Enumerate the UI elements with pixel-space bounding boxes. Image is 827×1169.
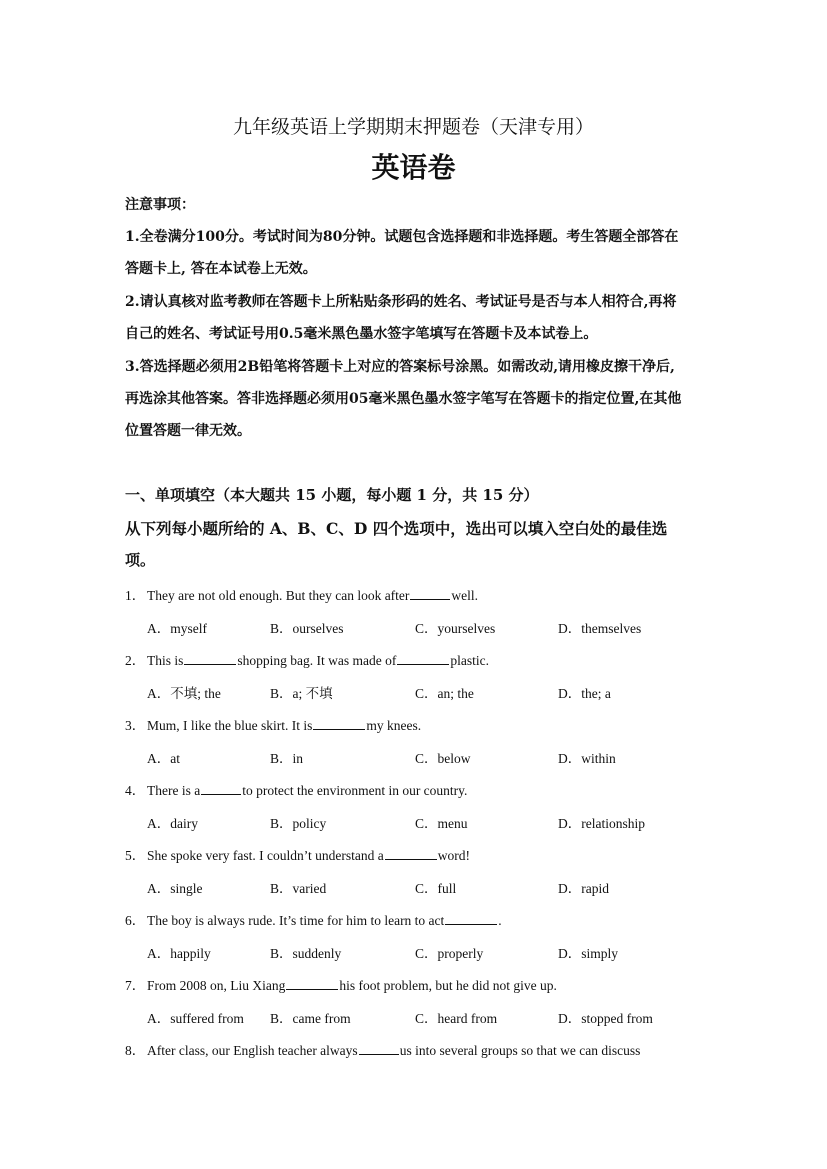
answer-option: A．suffered from bbox=[147, 1011, 244, 1026]
answer-option: C．heard from bbox=[415, 1011, 498, 1026]
answer-option: A．happily bbox=[147, 946, 211, 961]
question-number: 6． bbox=[125, 913, 146, 928]
question-text: word! bbox=[437, 848, 470, 863]
question-number: 3． bbox=[125, 718, 146, 733]
notes-line: 3.答选择题必须用2B铅笔将答题卡上对应的答案标号涂黑。如需改动,请用橡皮擦干净后, bbox=[125, 358, 675, 375]
answer-option: B．a; 不填 bbox=[270, 686, 333, 701]
answer-option: C．below bbox=[415, 751, 471, 766]
answer-option: B．suddenly bbox=[270, 946, 342, 961]
answer-blank bbox=[313, 718, 365, 730]
notes-line: 2.请认真核对监考教师在答题卡上所粘贴条形码的姓名、考试证号是否与本人相符合,再将 bbox=[125, 293, 677, 310]
question-text: She spoke very fast. I couldn’t understand a bbox=[147, 848, 384, 863]
answer-option: C．menu bbox=[415, 816, 468, 831]
question-text: From 2008 on, Liu Xiang bbox=[147, 978, 286, 993]
question-text: his foot problem, but he did not give up. bbox=[339, 978, 557, 993]
answer-option: D．relationship bbox=[558, 816, 645, 831]
question-stem bbox=[125, 649, 489, 669]
question-text: The boy is always rude. It’s time for him to learn to act bbox=[147, 913, 445, 928]
question-text: This is bbox=[147, 653, 184, 668]
answer-option: A．不填; the bbox=[147, 686, 221, 701]
answer-option: D．the; a bbox=[558, 686, 611, 701]
answer-blank bbox=[201, 783, 241, 795]
answer-option: C．properly bbox=[415, 946, 484, 961]
answer-option: B．ourselves bbox=[270, 621, 344, 636]
document-title: 九年级英语上学期期末押题卷（天津专用） bbox=[232, 116, 594, 138]
answer-option: C．full bbox=[415, 881, 457, 896]
answer-option: D．themselves bbox=[558, 621, 642, 636]
answer-option: D．within bbox=[558, 751, 616, 766]
question-number: 2． bbox=[125, 653, 146, 668]
question-number: 8． bbox=[125, 1043, 146, 1058]
question-number: 1． bbox=[125, 588, 146, 603]
answer-blank bbox=[445, 913, 497, 925]
question-stem bbox=[125, 584, 478, 604]
question-text: plastic. bbox=[450, 653, 489, 668]
question-text: shopping bag. It was made of bbox=[237, 653, 397, 668]
notes-line: 自己的姓名、考试证号用0.5毫米黑色墨水签字笔填写在答题卡及本试卷上。 bbox=[125, 326, 598, 343]
answer-blank bbox=[184, 653, 236, 665]
answer-option: A．at bbox=[147, 751, 180, 766]
question-text: well. bbox=[451, 588, 479, 603]
answer-option: B．policy bbox=[270, 816, 327, 831]
question-text: They are not old enough. But they can look after bbox=[147, 588, 410, 603]
notes-line: 位置答题一律无效。 bbox=[125, 423, 251, 440]
question-text: There is a bbox=[147, 783, 201, 798]
answer-option: D．stopped from bbox=[558, 1011, 653, 1026]
answer-option: D．rapid bbox=[558, 881, 609, 896]
section-instruction: 从下列每小题所给的 A、B、C、D 四个选项中，选出可以填入空白处的最佳选 bbox=[125, 519, 668, 538]
question-stem bbox=[125, 714, 421, 734]
notes-line: 1.全卷满分100分。考试时间为80分钟。试题包含选择题和非选择题。考生答题全部答在 bbox=[125, 229, 679, 245]
question-number: 7． bbox=[125, 978, 146, 993]
answer-blank bbox=[286, 978, 338, 990]
question-stem bbox=[125, 779, 467, 799]
answer-option: C．an; the bbox=[415, 686, 474, 701]
answer-option: D．simply bbox=[558, 946, 619, 961]
question-stem bbox=[125, 974, 557, 994]
question-text: After class, our English teacher always bbox=[147, 1043, 358, 1058]
answer-option: A．single bbox=[147, 881, 203, 896]
answer-option: A．myself bbox=[147, 621, 207, 636]
notes-heading: 注意事项： bbox=[125, 197, 195, 213]
section-instruction-cont: 项。 bbox=[125, 551, 156, 569]
document-subtitle: 英语卷 bbox=[371, 151, 456, 184]
answer-option: B．varied bbox=[270, 881, 327, 896]
answer-blank bbox=[359, 1043, 399, 1055]
question-text: . bbox=[498, 913, 502, 928]
question-text: to protect the environment in our country. bbox=[242, 783, 468, 798]
question-stem bbox=[125, 844, 470, 864]
answer-option: B．came from bbox=[270, 1011, 351, 1026]
question-text: Mum, I like the blue skirt. It is bbox=[147, 718, 313, 733]
section-heading: 一、单项填空（本大题共 15 小题，每小题 1 分，共 15 分） bbox=[125, 486, 539, 504]
question-number: 5． bbox=[125, 848, 146, 863]
answer-option: C．yourselves bbox=[415, 621, 496, 636]
question-stem bbox=[125, 1039, 640, 1059]
answer-option: B．in bbox=[270, 751, 304, 766]
answer-option: A．dairy bbox=[147, 816, 198, 831]
question-text: us into several groups so that we can discuss bbox=[399, 1043, 641, 1058]
question-text: my knees. bbox=[366, 718, 422, 733]
answer-blank bbox=[410, 588, 450, 600]
question-stem bbox=[125, 909, 502, 929]
notes-line: 答题卡上, 答在本试卷上无效。 bbox=[125, 261, 317, 278]
answer-blank bbox=[397, 653, 449, 665]
notes-line: 再选涂其他答案。答非选择题必须用05毫米黑色墨水签字笔写在答题卡的指定位置,在其他 bbox=[125, 391, 682, 407]
question-number: 4． bbox=[125, 783, 146, 798]
answer-blank bbox=[385, 848, 437, 860]
